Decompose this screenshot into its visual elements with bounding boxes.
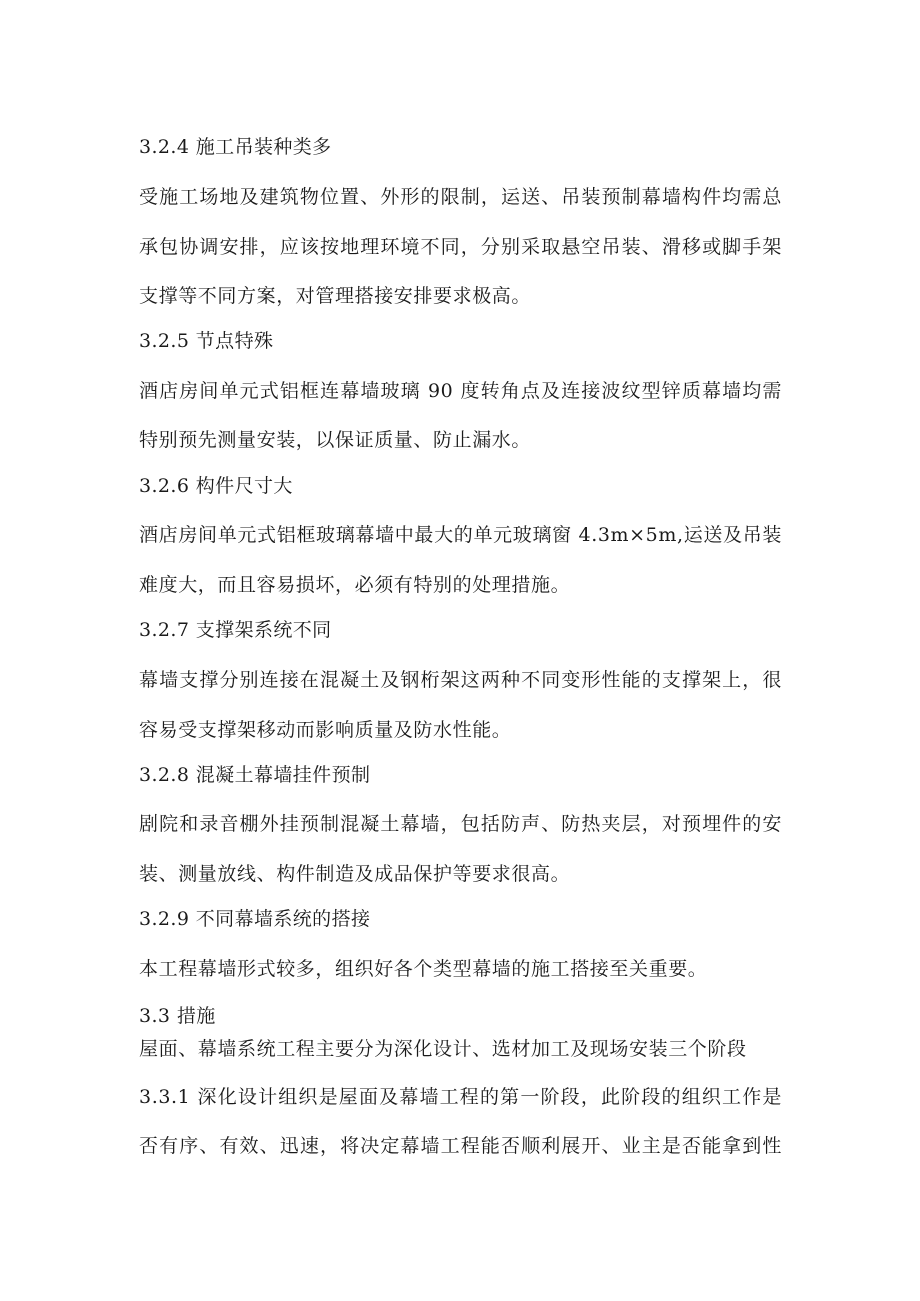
heading-3-3: 3.3 措施: [139, 1005, 216, 1027]
heading-3-2-6: 3.2.6 构件尺寸大: [139, 475, 293, 497]
paragraph-line: 承包协调安排，应该按地理环境不同，分别采取悬空吊装、滑移或脚手架: [139, 236, 782, 258]
paragraph-line: 装、测量放线、构件制造及成品保护等要求很高。: [139, 863, 571, 885]
heading-3-2-9: 3.2.9 不同幕墙系统的搭接: [139, 908, 371, 930]
paragraph-line: 幕墙支撑分别连接在混凝土及钢桁架这两种不同变形性能的支撑架上，很: [139, 669, 782, 691]
paragraph-line: 受施工场地及建筑物位置、外形的限制，运送、吊装预制幕墙构件均需总: [139, 186, 782, 208]
heading-3-2-8: 3.2.8 混凝土幕墙挂件预制: [139, 764, 371, 786]
paragraph-line: 酒店房间单元式铝框连幕墙玻璃 90 度转角点及连接波纹型锌质幕墙均需: [139, 380, 782, 402]
paragraph-line: 酒店房间单元式铝框玻璃幕墙中最大的单元玻璃窗 4.3m×5m,运送及吊装: [139, 524, 782, 546]
heading-3-2-5: 3.2.5 节点特殊: [139, 330, 274, 352]
paragraph-line: 难度大，而且容易损坏，必须有特别的处理措施。: [139, 574, 571, 596]
paragraph-line: 特别预先测量安装，以保证质量、防止漏水。: [139, 429, 532, 451]
paragraph-line: 容易受支撑架移动而影响质量及防水性能。: [139, 719, 512, 741]
paragraph-line: 本工程幕墙形式较多，组织好各个类型幕墙的施工搭接至关重要。: [139, 958, 708, 980]
paragraph-line: 否有序、有效、迅速，将决定幕墙工程能否顺利展开、业主是否能拿到性: [139, 1135, 782, 1157]
paragraph-line: 支撑等不同方案，对管理搭接安排要求极高。: [139, 285, 532, 307]
paragraph-line: 剧院和录音棚外挂预制混凝土幕墙，包括防声、防热夹层，对预埋件的安: [139, 813, 782, 835]
heading-3-2-4: 3.2.4 施工吊装种类多: [139, 136, 332, 158]
heading-3-2-7: 3.2.7 支撑架系统不同: [139, 619, 332, 641]
paragraph-line: 屋面、幕墙系统工程主要分为深化设计、选材加工及现场安装三个阶段: [139, 1038, 747, 1060]
paragraph-line: 3.3.1 深化设计组织是屋面及幕墙工程的第一阶段，此阶段的组织工作是: [139, 1086, 782, 1108]
